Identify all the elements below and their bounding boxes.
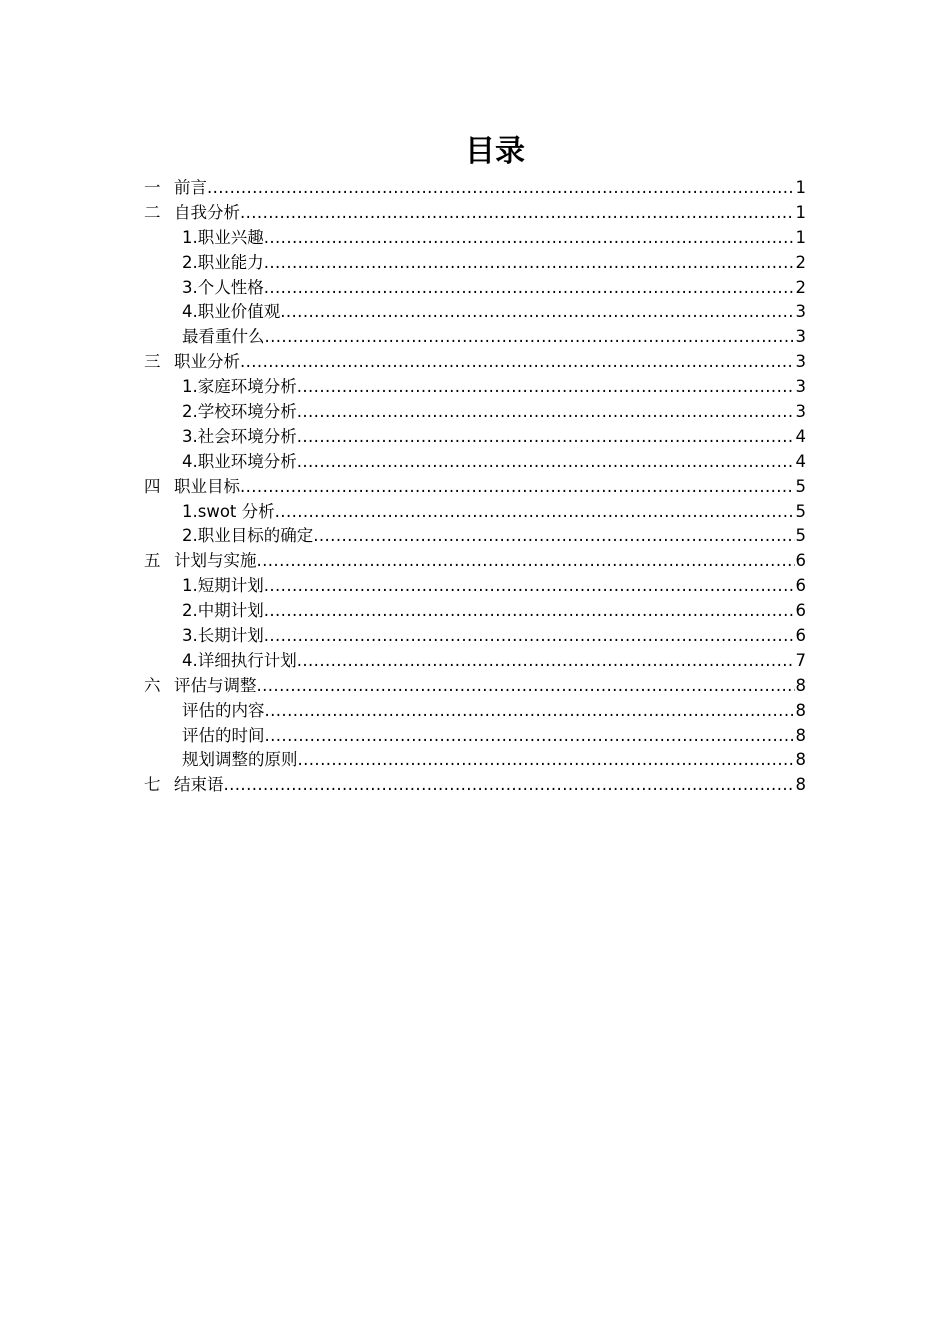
toc-dot-leader: [224, 773, 796, 798]
toc-dot-leader: [240, 201, 795, 226]
toc-dot-leader: [275, 500, 795, 525]
toc-title: 目录: [465, 134, 525, 169]
toc-section-entry[interactable]: [144, 325, 806, 350]
toc-chapter-number: 三: [144, 352, 161, 372]
toc-chapter-entry[interactable]: [144, 773, 806, 798]
toc-page-number: 3: [795, 327, 806, 347]
toc-section-entry[interactable]: [144, 724, 806, 749]
toc-page-number: 8: [795, 775, 806, 795]
toc-dot-leader: [264, 574, 795, 599]
toc-entry-label: 2.职业能力: [182, 252, 264, 272]
toc-entry-label: 自我分析: [174, 202, 240, 222]
toc-dot-leader: [264, 599, 795, 624]
toc-page-number: 5: [795, 501, 806, 521]
toc-entry-label: 1.职业兴趣: [182, 227, 264, 247]
toc-chapter-number: 七: [144, 775, 161, 795]
toc-entry-label: 4.职业价值观: [182, 302, 281, 322]
toc-page-number: 5: [795, 526, 806, 546]
toc-dot-leader: [313, 524, 795, 549]
toc-entry-label: 职业分析: [174, 352, 240, 372]
toc-dot-leader: [265, 325, 796, 350]
toc-section-entry[interactable]: [144, 624, 806, 649]
toc-dot-leader: [297, 375, 795, 400]
toc-entry-label: 1.家庭环境分析: [182, 377, 297, 397]
toc-dot-leader: [207, 176, 795, 201]
toc-chapter-entry[interactable]: [144, 674, 806, 699]
toc-page-number: 6: [795, 576, 806, 596]
toc-page-number: 4: [795, 426, 806, 446]
toc-chapter-number: 六: [144, 675, 161, 695]
toc-entry-label: 前言: [174, 178, 207, 197]
toc-entry-label: 规划调整的原则: [182, 750, 298, 770]
toc-dot-leader: [264, 276, 795, 301]
toc-chapter-entry[interactable]: [144, 176, 806, 201]
toc-dot-leader: [280, 300, 795, 325]
toc-section-entry[interactable]: [144, 300, 806, 325]
toc-entry-label: 2.职业目标的确定: [182, 526, 314, 546]
toc-entry-label: 4.职业环境分析: [182, 451, 297, 471]
toc-dot-leader: [265, 699, 796, 724]
toc-chapter-entry[interactable]: [144, 475, 806, 500]
toc-page-number: 1: [795, 227, 806, 247]
toc-entry-label: 3.社会环境分析: [182, 426, 297, 446]
toc-entry-label: 1.swot 分析: [182, 501, 275, 521]
toc-chapter-number: 二: [144, 202, 161, 222]
toc-page-number: 6: [795, 601, 806, 621]
toc-section-entry[interactable]: [144, 748, 806, 773]
toc-chapter-entry[interactable]: [144, 350, 806, 375]
toc-dot-leader: [297, 649, 795, 674]
toc-section-entry[interactable]: [144, 699, 806, 724]
toc-page-number: 1: [795, 178, 806, 197]
toc-section-entry[interactable]: [144, 649, 806, 674]
toc-dot-leader: [257, 549, 796, 574]
toc-entry-label: 3.个人性格: [182, 277, 264, 297]
toc-page-number: 3: [795, 377, 806, 397]
toc-entry-label: 最看重什么: [182, 327, 265, 347]
toc-chapter-entry[interactable]: [144, 201, 806, 226]
toc-section-entry[interactable]: [144, 425, 806, 450]
toc-dot-leader: [264, 624, 795, 649]
toc-section-entry[interactable]: [144, 450, 806, 475]
toc-page-number: 3: [795, 302, 806, 322]
toc-dot-leader: [240, 475, 795, 500]
toc-chapter-number: 五: [144, 551, 161, 571]
toc-entry-label: 评估的内容: [182, 700, 265, 720]
toc-section-entry[interactable]: [144, 574, 806, 599]
toc-page-number: 8: [795, 675, 806, 695]
toc-section-entry[interactable]: [144, 226, 806, 251]
toc-section-entry[interactable]: [144, 524, 806, 549]
toc-dot-leader: [297, 450, 795, 475]
toc-dot-leader: [297, 425, 795, 450]
toc-dot-leader: [264, 226, 795, 251]
toc-entry-label: 2.学校环境分析: [182, 402, 297, 422]
toc-chapter-entry[interactable]: [144, 549, 806, 574]
toc-page-number: 8: [795, 700, 806, 720]
toc-page-number: 8: [795, 750, 806, 770]
toc-entry-label: 计划与实施: [174, 551, 257, 571]
toc-entry-label: 评估的时间: [182, 725, 265, 745]
toc-page-number: 5: [795, 476, 806, 496]
toc-dot-leader: [298, 748, 796, 773]
toc-page-number: 2: [795, 252, 806, 272]
toc-entry-label: 4.详细执行计划: [182, 650, 297, 670]
toc-entry-label: 评估与调整: [174, 675, 257, 695]
toc-section-entry[interactable]: [144, 375, 806, 400]
toc-dot-leader: [264, 251, 795, 276]
toc-page-number: 8: [795, 725, 806, 745]
toc-page-number: 6: [795, 551, 806, 571]
toc-page-number: 1: [795, 202, 806, 222]
toc-dot-leader: [240, 350, 795, 375]
toc-chapter-number: 四: [144, 476, 161, 496]
toc-section-entry[interactable]: [144, 251, 806, 276]
toc-dot-leader: [257, 674, 796, 699]
toc-section-entry[interactable]: [144, 500, 806, 525]
toc-page-number: 2: [795, 277, 806, 297]
toc-page-number: 3: [795, 352, 806, 372]
toc-dot-leader: [265, 724, 796, 749]
table-of-contents: [144, 176, 806, 798]
toc-chapter-number: 一: [144, 178, 161, 197]
toc-section-entry[interactable]: [144, 400, 806, 425]
toc-entry-label: 结束语: [174, 775, 224, 795]
toc-page-number: 3: [795, 402, 806, 422]
toc-page-number: 7: [795, 650, 806, 670]
toc-page-number: 6: [795, 626, 806, 646]
toc-entry-label: 3.长期计划: [182, 626, 264, 646]
toc-dot-leader: [297, 400, 795, 425]
toc-section-entry[interactable]: [144, 276, 806, 301]
toc-entry-label: 职业目标: [174, 476, 240, 496]
toc-section-entry[interactable]: [144, 599, 806, 624]
toc-entry-label: 2.中期计划: [182, 601, 264, 621]
toc-page-number: 4: [795, 451, 806, 471]
toc-entry-label: 1.短期计划: [182, 576, 264, 596]
